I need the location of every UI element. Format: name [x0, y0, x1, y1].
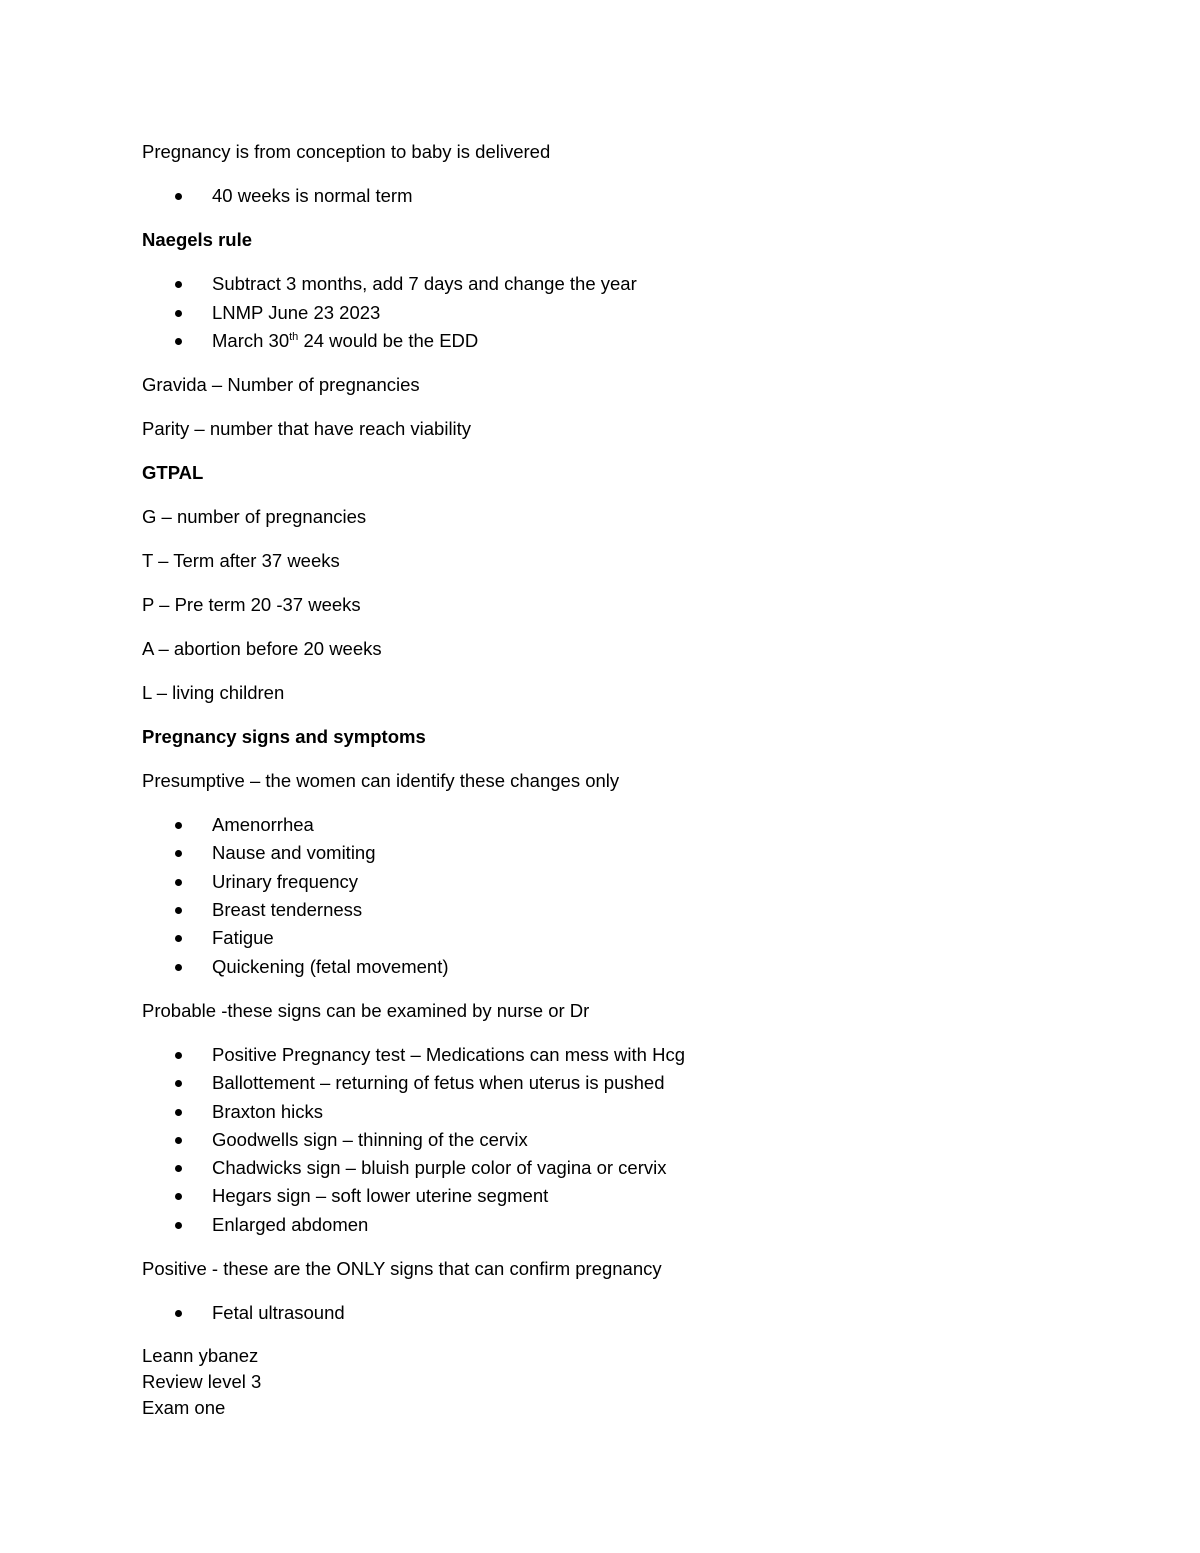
gravida-definition: Gravida – Number of pregnancies	[142, 374, 420, 396]
bullet-icon	[175, 1080, 182, 1087]
list-item: Amenorrhea	[142, 811, 1102, 839]
list-item: Fatigue	[142, 924, 1102, 952]
review-level: Review level 3	[142, 1371, 262, 1393]
bullet-icon	[175, 1193, 182, 1200]
gtpal-p: P – Pre term 20 -37 weeks	[142, 594, 361, 616]
signs-heading: Pregnancy signs and symptoms	[142, 726, 426, 748]
probable-list	[142, 1041, 1102, 1239]
naegels-list	[142, 270, 1102, 355]
bullet-icon	[175, 1052, 182, 1059]
bullet-icon	[175, 1109, 182, 1116]
bullet-icon	[175, 935, 182, 942]
bullet-icon	[175, 281, 182, 288]
list-item: Ballottement – returning of fetus when uterus is pushed	[142, 1069, 1102, 1097]
bullet-icon	[175, 907, 182, 914]
presumptive-list	[142, 811, 1102, 981]
bullet-icon	[175, 193, 182, 200]
positive-intro: Positive - these are the ONLY signs that can confirm pregnancy	[142, 1258, 662, 1280]
list-item: Fetal ultrasound	[142, 1299, 1102, 1327]
presumptive-intro: Presumptive – the women can identify these changes only	[142, 770, 620, 792]
list-item: Enlarged abdomen	[142, 1211, 1102, 1239]
bullet-icon	[175, 310, 182, 317]
gtpal-l: L – living children	[142, 682, 285, 704]
list-item: LNMP June 23 2023	[142, 299, 1102, 327]
naegels-heading: Naegels rule	[142, 229, 253, 251]
list-item: Breast tenderness	[142, 896, 1102, 924]
gtpal-g: G – number of pregnancies	[142, 506, 367, 528]
document-page	[142, 138, 1102, 1421]
list-item: Chadwicks sign – bluish purple color of vagina or cervix	[142, 1154, 1102, 1182]
list-item: 40 weeks is normal term	[142, 182, 1102, 210]
intro-list	[142, 182, 1102, 210]
bullet-icon	[175, 1165, 182, 1172]
list-item: Hegars sign – soft lower uterine segment	[142, 1182, 1102, 1210]
bullet-icon	[175, 879, 182, 886]
bullet-icon	[175, 1137, 182, 1144]
list-item: Nause and vomiting	[142, 839, 1102, 867]
footer	[142, 1343, 1102, 1421]
bullet-icon	[175, 850, 182, 857]
probable-intro: Probable -these signs can be examined by nurse or Dr	[142, 999, 590, 1021]
list-item: Quickening (fetal movement)	[142, 953, 1102, 981]
bullet-icon	[175, 1310, 182, 1317]
bullet-icon	[175, 338, 182, 345]
intro-line: Pregnancy is from conception to baby is delivered	[142, 141, 551, 162]
bullet-icon	[175, 822, 182, 829]
bullet-icon	[175, 1222, 182, 1229]
list-item: Subtract 3 months, add 7 days and change the year	[142, 270, 1102, 298]
gtpal-t: T – Term after 37 weeks	[142, 550, 340, 572]
list-item: March 30th 24 would be the EDD	[142, 327, 1102, 355]
author-name: Leann ybanez	[142, 1345, 259, 1367]
exam-label: Exam one	[142, 1397, 226, 1419]
list-item: Braxton hicks	[142, 1098, 1102, 1126]
list-item: Goodwells sign – thinning of the cervix	[142, 1126, 1102, 1154]
list-item: Positive Pregnancy test – Medications can mess with Hcg	[142, 1041, 1102, 1069]
bullet-icon	[175, 964, 182, 971]
list-item: Urinary frequency	[142, 868, 1102, 896]
gtpal-heading: GTPAL	[142, 462, 204, 484]
gtpal-a: A – abortion before 20 weeks	[142, 638, 382, 660]
positive-list	[142, 1299, 1102, 1327]
parity-definition: Parity – number that have reach viability	[142, 418, 472, 440]
